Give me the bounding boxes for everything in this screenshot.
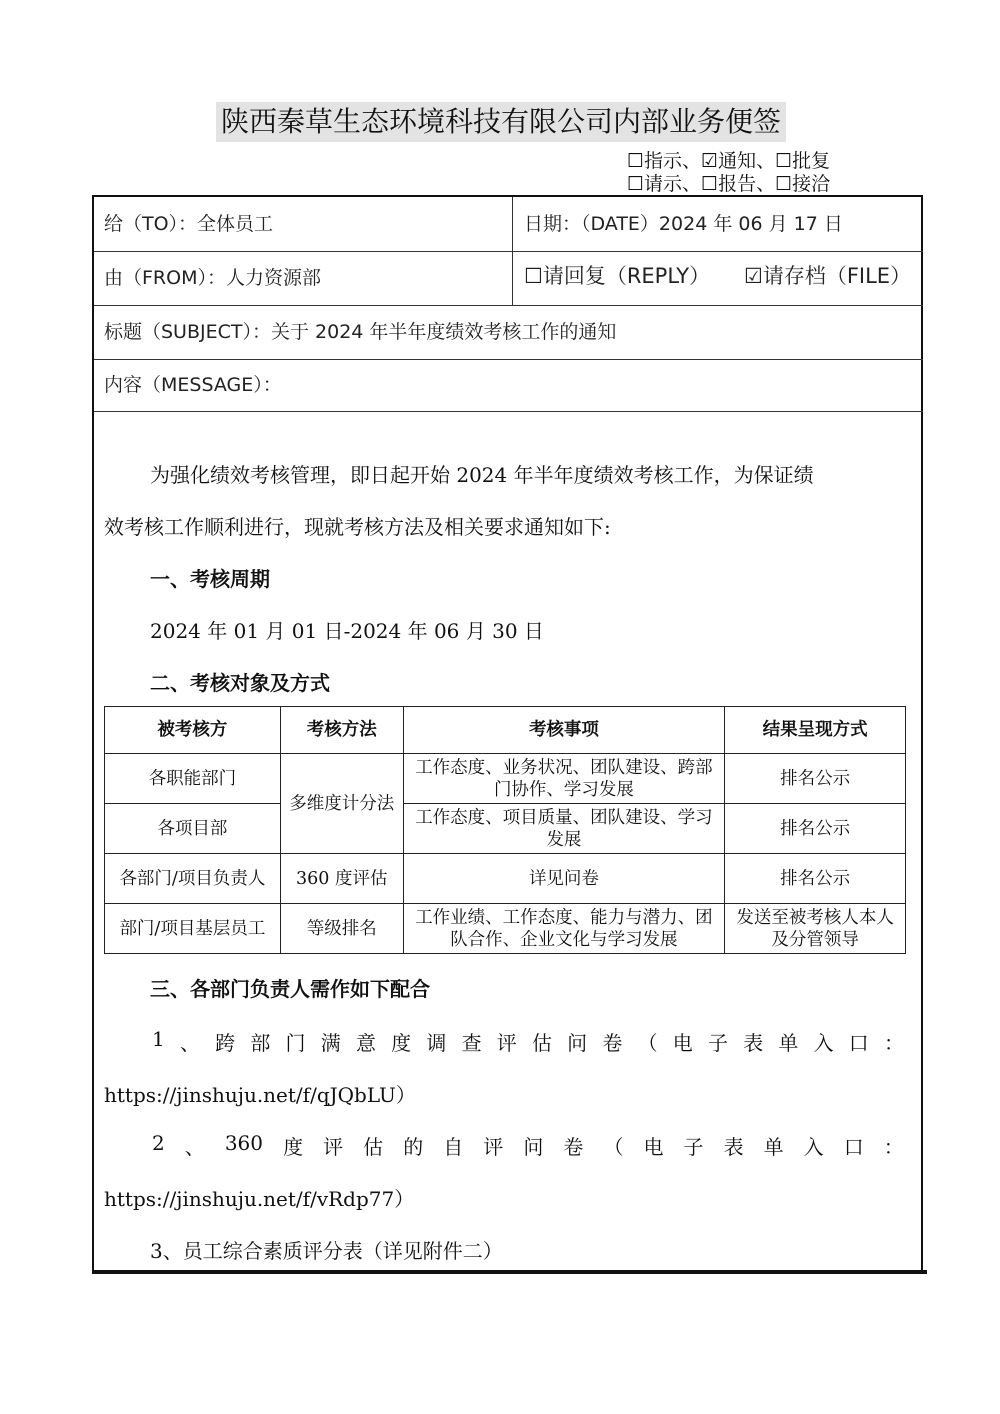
item-2-char: 自 [443,1135,464,1159]
item-2-char: 表 [723,1135,744,1159]
memo-type-checkboxes [627,150,830,196]
cell-items: 详见问卷 [403,854,725,904]
item-2-char: 卷 [563,1135,584,1159]
item-2-char: 入 [803,1135,824,1159]
cell-items: 工作态度、项目质量、团队建设、学习发展 [403,804,725,854]
item-1-char: 部 [250,1031,271,1055]
item-2-char: ： [883,1135,904,1159]
memo-form [92,195,923,1271]
assessment-table [104,706,906,954]
item-2-char: （ [603,1135,624,1159]
header-items: 考核事项 [403,707,725,754]
item-1-char: ： [884,1031,904,1055]
memo-title: 陕西秦草生态环境科技有限公司内部业务便签 [216,102,786,142]
to-date-row [94,197,923,252]
item-2-char: 问 [523,1135,544,1159]
item-2-char: 360 [224,1131,264,1155]
table-row [105,854,906,904]
item-2-char: 估 [363,1135,384,1159]
cell-target: 各项目部 [105,804,281,854]
cell-target: 各部门/项目负责人 [105,854,281,904]
item-1-char: 、 [179,1031,200,1055]
cell-result: 发送至被考核人本人及分管领导 [725,904,906,954]
cell-result: 排名公示 [725,854,906,904]
header-target: 被考核方 [105,707,281,754]
reply-checkbox[interactable]: ☐请回复（REPLY） [524,264,711,288]
table-row [105,754,906,804]
cell-method: 360 度评估 [280,854,403,904]
subject-field: 标题（SUBJECT）：关于 2024 年半年度绩效考核工作的通知 [104,321,617,343]
from-row [94,251,923,306]
item-1-char: 问 [567,1031,588,1055]
item-2-char: 评 [323,1135,344,1159]
item-1-line [152,1027,904,1056]
item-1-char: 子 [707,1031,728,1055]
item-2-char: 口 [843,1135,864,1159]
item-1-char: 门 [285,1031,306,1055]
cell-method: 等级排名 [280,904,403,954]
item-2-line [152,1131,904,1160]
memo-type-row-2[interactable]: ☐请示、☐报告、☐接洽 [627,173,831,195]
item-2-char: 2 [152,1131,165,1155]
memo-type-row-1[interactable]: ☐指示、☑通知、☐批复 [627,150,831,172]
cell-result: 排名公示 [725,804,906,854]
item-1-char: 意 [355,1031,376,1055]
section-1-heading: 一、考核周期 [150,567,270,591]
table-row [105,904,906,954]
table-row [105,804,906,854]
item-1-char: 度 [391,1031,412,1055]
item-2-char: 评 [483,1135,504,1159]
item-1-link[interactable]: https://jinshuju.net/f/qJQbLU） [104,1083,416,1107]
item-1-char: 入 [813,1031,834,1055]
message-label: 内容（MESSAGE）： [104,374,282,396]
memo-bottom-border [92,1270,927,1274]
cell-method: 多维度计分法 [280,754,403,854]
item-1-char: 口 [848,1031,869,1055]
header-divider [512,197,513,305]
item-2-char: 单 [763,1135,784,1159]
item-2-link[interactable]: https://jinshuju.net/f/vRdp77） [104,1187,415,1211]
item-2-char: 度 [283,1135,304,1159]
intro-line-1: 为强化绩效考核管理，即日起开始 2024 年半年度绩效考核工作，为保证绩 [150,463,814,487]
item-1-char: 跨 [215,1031,236,1055]
section-3-heading: 三、各部门负责人需作如下配合 [150,977,430,1001]
cell-result: 排名公示 [725,754,906,804]
item-2-char: 的 [403,1135,424,1159]
item-1-char: 调 [426,1031,447,1055]
section-2-heading: 二、考核对象及方式 [150,671,330,695]
date-field: 日期：（DATE）2024 年 06 月 17 日 [524,213,843,235]
from-field: 由（FROM）：人力资源部 [104,267,321,289]
item-1-char: 查 [461,1031,482,1055]
item-1-char: 表 [743,1031,764,1055]
section-1-text: 2024 年 01 月 01 日-2024 年 06 月 30 日 [150,619,544,643]
file-checkbox[interactable]: ☑请存档（FILE） [744,264,912,288]
table-header-row [105,707,906,754]
item-3-text: 3、员工综合素质评分表（详见附件二） [150,1239,503,1263]
item-1-char: 电 [672,1031,693,1055]
item-1-char: 卷 [602,1031,623,1055]
header-method: 考核方法 [280,707,403,754]
item-1-char: 满 [320,1031,341,1055]
item-2-char: 电 [643,1135,664,1159]
item-1-char: 1 [152,1027,165,1051]
header-result: 结果呈现方式 [725,707,906,754]
item-1-char: （ [637,1031,658,1055]
item-1-char: 估 [531,1031,552,1055]
message-row [94,359,923,412]
cell-target: 部门/项目基层员工 [105,904,281,954]
subject-row [94,305,923,360]
item-2-char: 子 [683,1135,704,1159]
item-2-char: 、 [184,1135,205,1159]
intro-line-2: 效考核工作顺利进行，现就考核方法及相关要求通知如下: [104,515,611,539]
item-1-char: 评 [496,1031,517,1055]
item-1-char: 单 [778,1031,799,1055]
cell-items: 工作态度、业务状况、团队建设、跨部门协作、学习发展 [403,754,725,804]
to-field: 给（TO）：全体员工 [104,213,274,235]
cell-items: 工作业绩、工作态度、能力与潜力、团队合作、企业文化与学习发展 [403,904,725,954]
cell-target: 各职能部门 [105,754,281,804]
